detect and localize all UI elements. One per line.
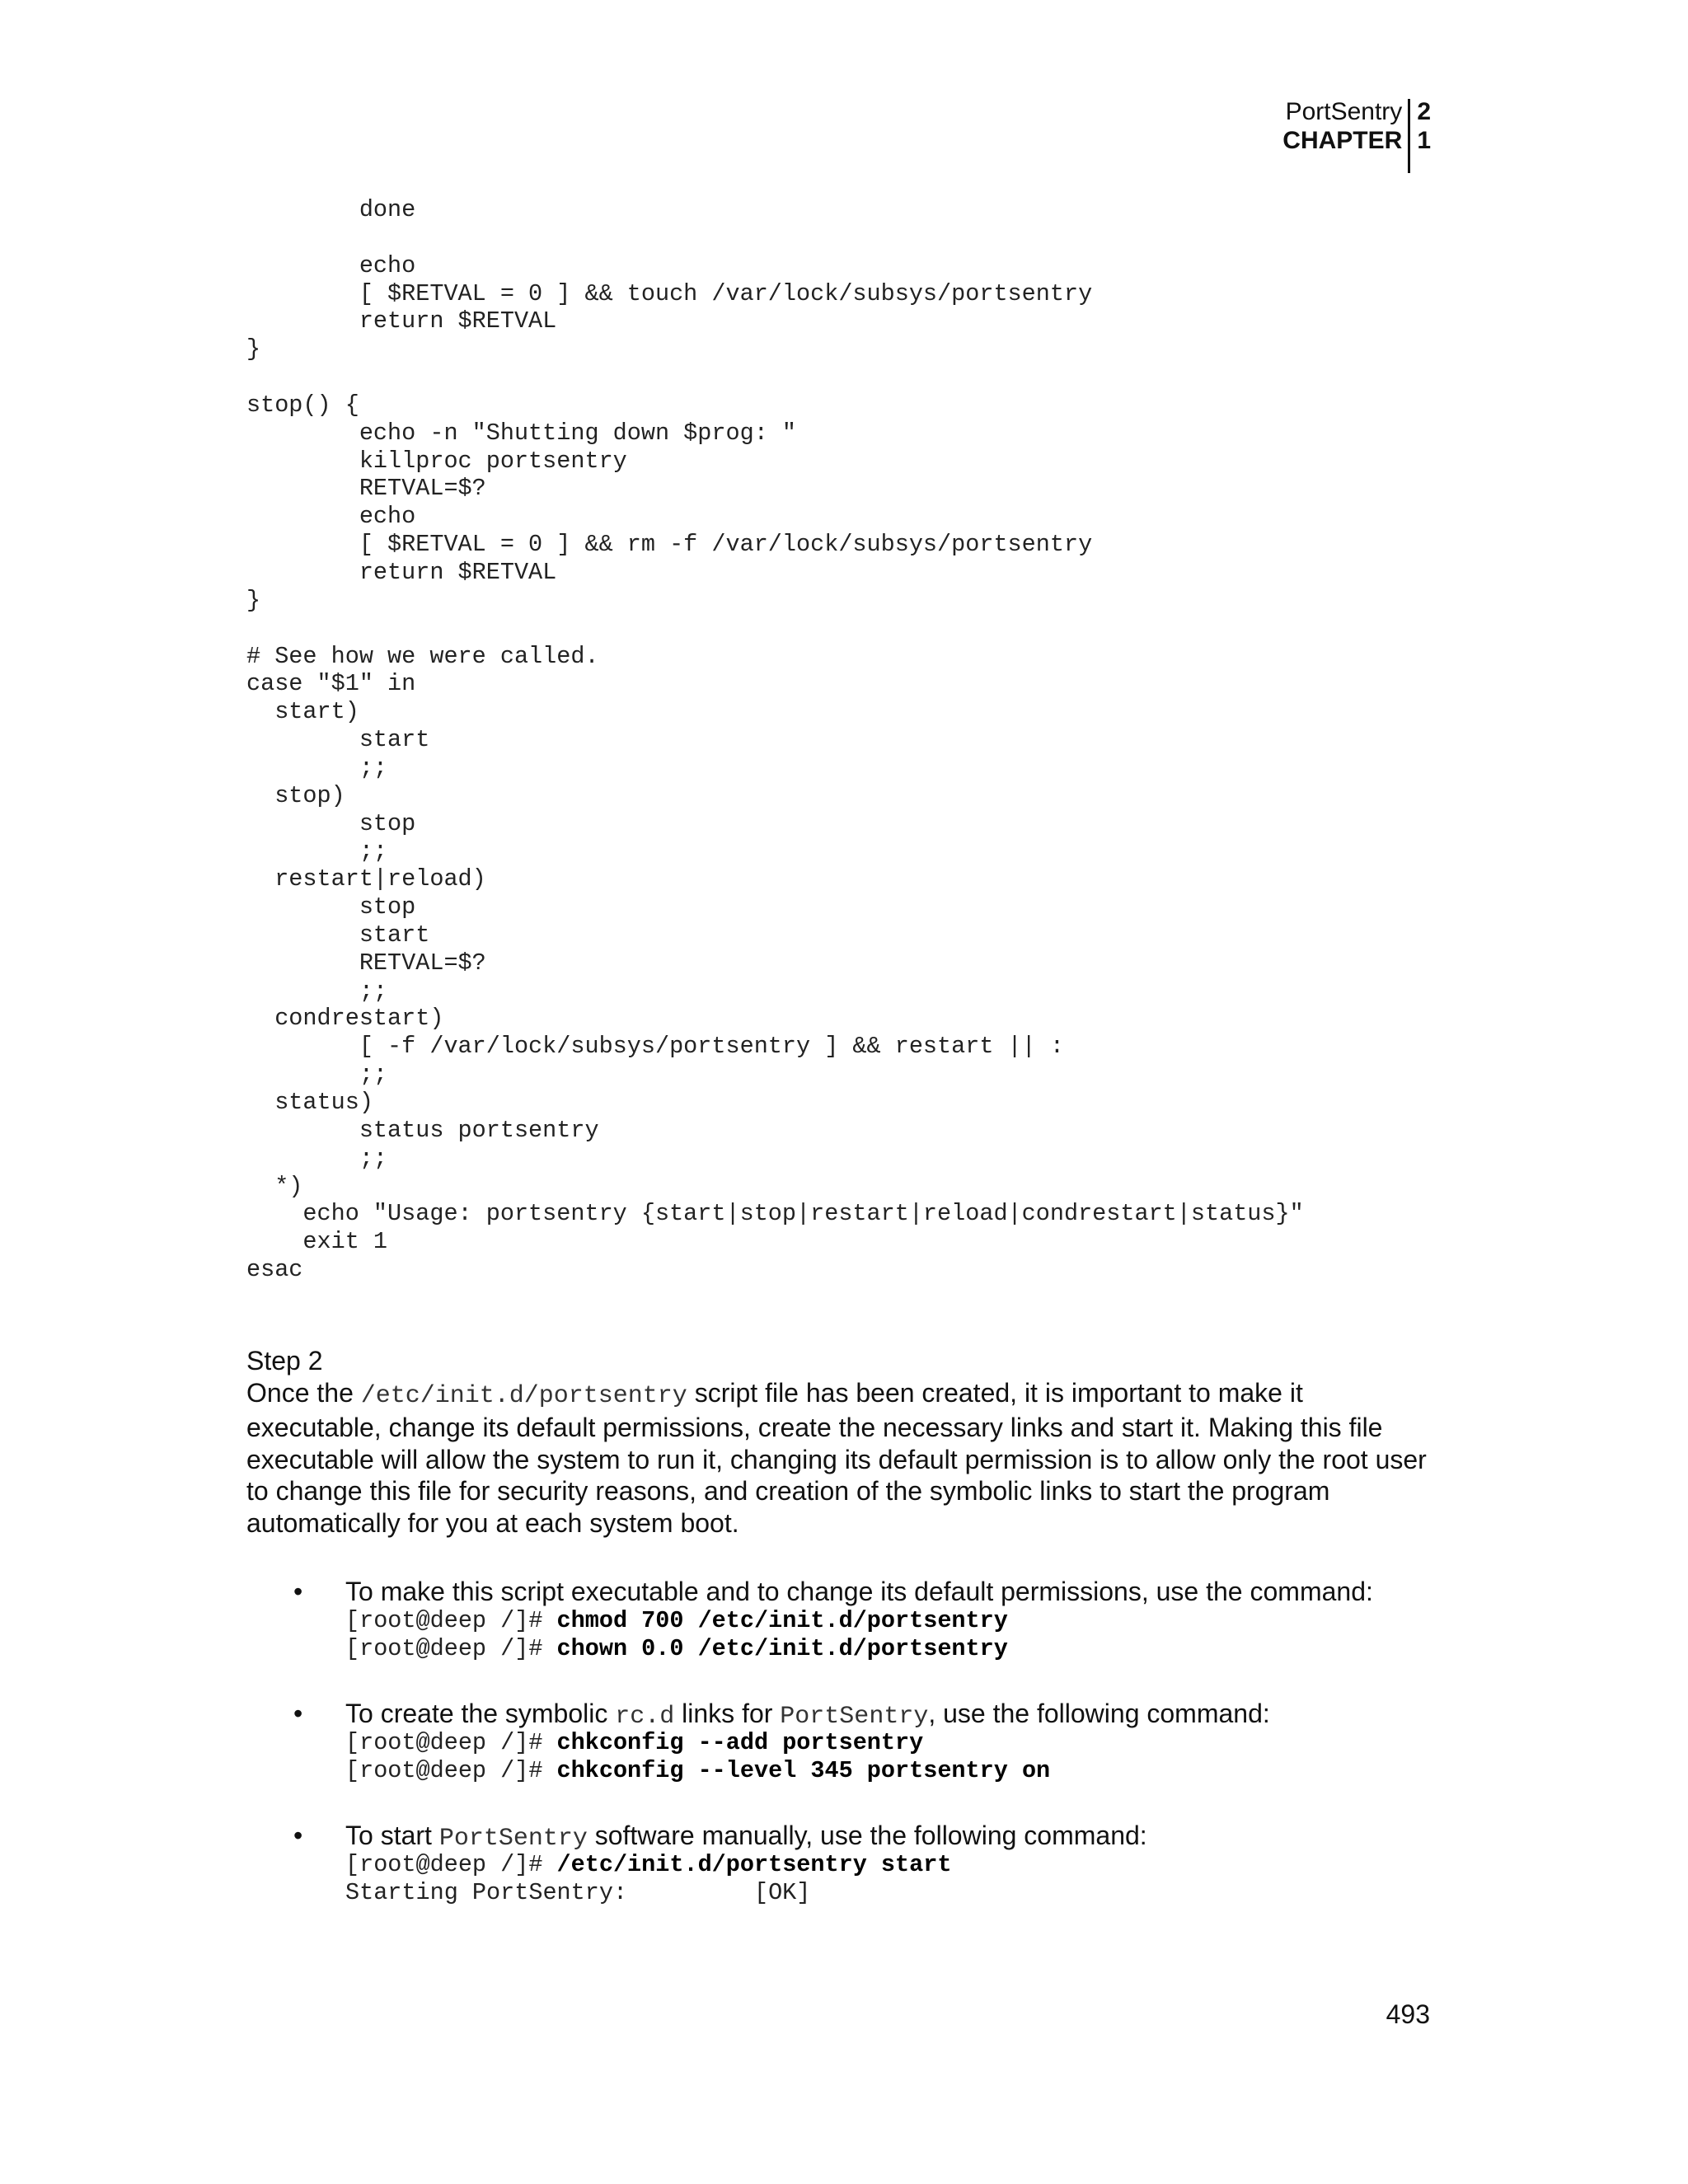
step-heading: Step 2 (246, 1346, 323, 1376)
command-line (345, 1851, 951, 1879)
command-output: Starting PortSentry: [OK] (345, 1879, 811, 1906)
text-segment: links for (674, 1699, 781, 1728)
command: chmod 700 /etc/init.d/portsentry (556, 1607, 1008, 1634)
header-left (1282, 97, 1408, 173)
bullet-dot: • (293, 1577, 303, 1606)
command-line (345, 1757, 1050, 1785)
shell-prompt: [root@deep /]# (345, 1635, 557, 1662)
text-segment: To create the symbolic (345, 1699, 616, 1728)
text-segment: software manually, use the following command: (587, 1821, 1147, 1850)
header-chapter-num-1: 2 (1417, 98, 1431, 125)
inline-code: PortSentry (438, 1825, 588, 1853)
header-chapter-num-2: 1 (1417, 127, 1431, 154)
command-line (345, 1635, 1008, 1663)
code-listing: done echo [ $RETVAL = 0 ] && touch /var/lock/subsys/portsentry return $RETVAL } stop() { echo -n "Shutting down $prog: " killproc portsentry RETVAL=$? echo [ $RETVAL = 0 ] && rm -f /var/lock/subsys/portsentry return $RETVAL } # See how we were called. case "$1" in start) start ;; stop) stop ;; restart|reload) stop start RETVAL=$? ;; condrestart) [ -f /var/lock/subsys/portsentry ] && restart || : ;; status) status portsentry ;; *) echo "Usage: portsentry {start|stop|restart|reload|condrestart|status}" exit 1 esac (246, 196, 1304, 1284)
command-line (345, 1729, 923, 1757)
para-text-start: Once the (246, 1377, 361, 1408)
shell-prompt: [root@deep /]# (345, 1729, 557, 1756)
inline-code: rc.d (615, 1703, 675, 1731)
bullet-dot: • (293, 1821, 303, 1850)
bullet-dot: • (293, 1699, 303, 1728)
para-text-rest: script file has been created, it is important to make it executable, change its default permissions, create the necessary links and start it. Making this file executable will allow the system to run it, changing its default permission is to allow only the root user to change this file for security reasons, and creation of the symbolic links to start the program automatically for you at each system boot. (246, 1377, 1427, 1538)
bullet-text (345, 1820, 1147, 1854)
header-right (1410, 97, 1431, 173)
text-segment: , use the following command: (928, 1699, 1270, 1728)
bullet-text: To make this script executable and to change its default permissions, use the command: (345, 1577, 1373, 1606)
shell-prompt: [root@deep /]# (345, 1851, 557, 1878)
bullet-text (345, 1698, 1270, 1732)
shell-prompt: [root@deep /]# (345, 1757, 557, 1784)
command: chown 0.0 /etc/init.d/portsentry (556, 1635, 1008, 1662)
command: chkconfig --add portsentry (556, 1729, 924, 1756)
header-chapter-label: CHAPTER (1282, 127, 1403, 154)
text-segment: To start (345, 1821, 439, 1850)
command: chkconfig --level 345 portsentry on (556, 1757, 1051, 1784)
shell-prompt: [root@deep /]# (345, 1607, 557, 1634)
inline-code: PortSentry (780, 1703, 929, 1731)
page-number: 493 (1386, 1999, 1430, 2029)
para-path: /etc/init.d/portsentry (360, 1381, 687, 1410)
command-line (345, 1607, 1008, 1635)
step-section (246, 1345, 1442, 1539)
step-paragraph (246, 1377, 1442, 1540)
running-header (1282, 97, 1431, 173)
header-title: PortSentry (1285, 98, 1403, 125)
command: /etc/init.d/portsentry start (556, 1851, 952, 1878)
